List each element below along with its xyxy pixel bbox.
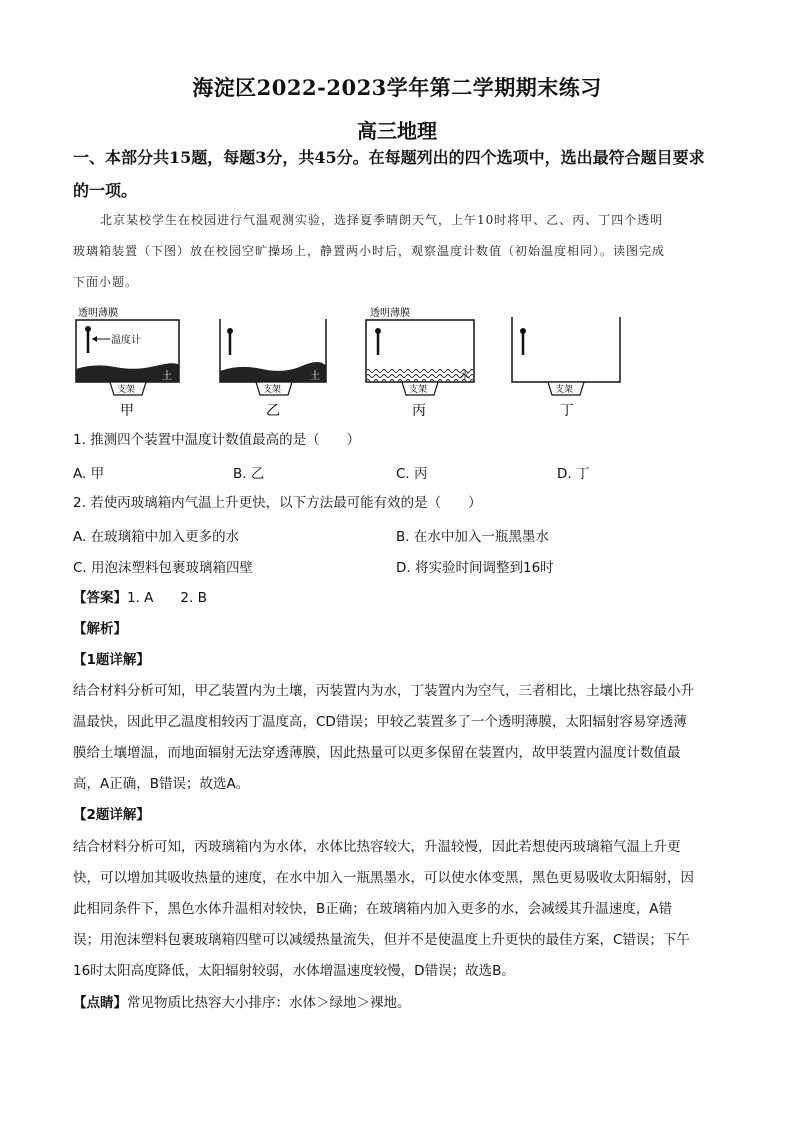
experiment-figure [70,303,630,425]
box-name-bing: 丙 [412,403,426,419]
q2-option-b[interactable]: B. 在水中加入一瓶黑墨水 [396,529,549,545]
stand-label-bing: 支架 [409,385,428,395]
box-bing [366,306,474,419]
detail-1-line: 膜给土壤增温，而地面辐射无法穿透薄膜，因此热量可以更多保留在装置内，故甲装置内温度计数值最 [73,745,681,761]
detail-2-line: 结合材料分析可知，丙玻璃箱内为水体，水体比热容较大，升温较慢，因此若想使丙玻璃箱气温上升更 [73,839,681,855]
q2-option-a[interactable]: A. 在玻璃箱中加入更多的水 [73,529,240,545]
stand-label-jia: 支架 [117,385,136,395]
box-jia [76,306,179,419]
thermometer-label: 温度计 [111,335,141,346]
box-name-jia: 甲 [120,403,134,419]
analysis-tag: 【解析】 [73,621,127,637]
box-name-yi: 乙 [266,403,280,419]
arrow-icon [92,336,97,342]
water-label-bing: 水 [460,371,470,382]
q1-option-d[interactable]: D. 丁 [557,466,590,482]
page-title: 海淀区2022-2023学年第二学期期末练习 [192,75,602,100]
detail-2-line: 此相同条件下，黑色水体升温相对较快，B正确；在玻璃箱内加入更多的水，会减缓其升温速度，A错 [73,901,672,917]
answer-text: 1. A 2. B [127,590,207,606]
stand-label-ding: 支架 [555,385,574,395]
detail-1-tag: 【1题详解】 [73,652,150,668]
detail-2-line: 16时太阳高度降低，太阳辐射较弱，水体增温速度较慢，D错误；故选B。 [73,963,515,979]
q2-option-d[interactable]: D. 将实验时间调整到16时 [396,560,554,576]
stand-label-yi: 支架 [263,385,282,395]
open-box-ding [512,317,620,382]
detail-2-line: 误；用泡沫塑料包裹玻璃箱四壁可以减缓热量流失，但并不是使温度上升更快的最佳方案，C错误；下午 [73,932,690,948]
page-subtitle: 高三地理 [357,119,437,143]
q1-option-c[interactable]: C. 丙 [396,466,428,482]
q1-option-b[interactable]: B. 乙 [233,466,265,482]
water-bing [367,369,473,381]
answer-tag: 【答案】 [73,590,127,606]
tip-line [73,993,733,1013]
detail-2-heading [73,805,733,825]
material-line1: 北京某校学生在校园进行气温观测实验，选择夏季晴朗天气，上午10时将甲、乙、丙、丁四个透明 [100,213,664,227]
film-label-bing: 透明薄膜 [370,308,410,319]
detail-1-line: 高，A正确，B错误；故选A。 [73,776,250,792]
section-instruction-line2: 的一项。 [73,181,138,200]
box-yi [220,319,326,419]
section-instruction-line1: 一、本部分共15题，每题3分，共45分。在每题列出的四个选项中，选出最符合题目要求 [73,148,705,167]
tip-tag: 【点睛】 [73,995,127,1011]
question-2-stem: 2. 若使丙玻璃箱内气温上升更快，以下方法最可能有效的是（ ） [73,495,482,511]
q1-option-a[interactable]: A. 甲 [73,466,105,482]
q2-option-c[interactable]: C. 用泡沫塑料包裹玻璃箱四壁 [73,560,254,576]
film-label-jia: 透明薄膜 [78,308,118,319]
soil-label-yi: 土 [310,371,320,382]
detail-1-line: 温最快，因此甲乙温度相较丙丁温度高，CD错误；甲较乙装置多了一个透明薄膜，太阳辐射容易穿透薄 [73,714,687,730]
material-line3: 下面小题。 [73,275,139,289]
soil-label-jia: 土 [162,371,172,382]
box-name-ding: 丁 [560,403,574,419]
question-1-stem: 1. 推测四个装置中温度计数值最高的是（ ） [73,432,361,448]
box-ding [512,317,620,419]
detail-1-line: 结合材料分析可知，甲乙装置内为土壤，丙装置内为水，丁装置内为空气，三者相比，土壤比热容最小升 [73,683,694,699]
analysis-heading [73,619,733,639]
answer-line [73,588,733,608]
tip-text: 常见物质比热容大小排序：水体＞绿地＞裸地。 [127,995,411,1011]
detail-1-heading [73,650,733,670]
material-line2: 玻璃箱装置（下图）放在校园空旷操场上，静置两小时后，观察温度计数值（初始温度相同）。读图完成 [73,244,666,258]
detail-2-tag: 【2题详解】 [73,807,150,823]
detail-2-line: 快，可以增加其吸收热量的速度，在水中加入一瓶黑墨水，可以使水体变黑，黑色更易吸收太阳辐射，因 [73,870,694,886]
